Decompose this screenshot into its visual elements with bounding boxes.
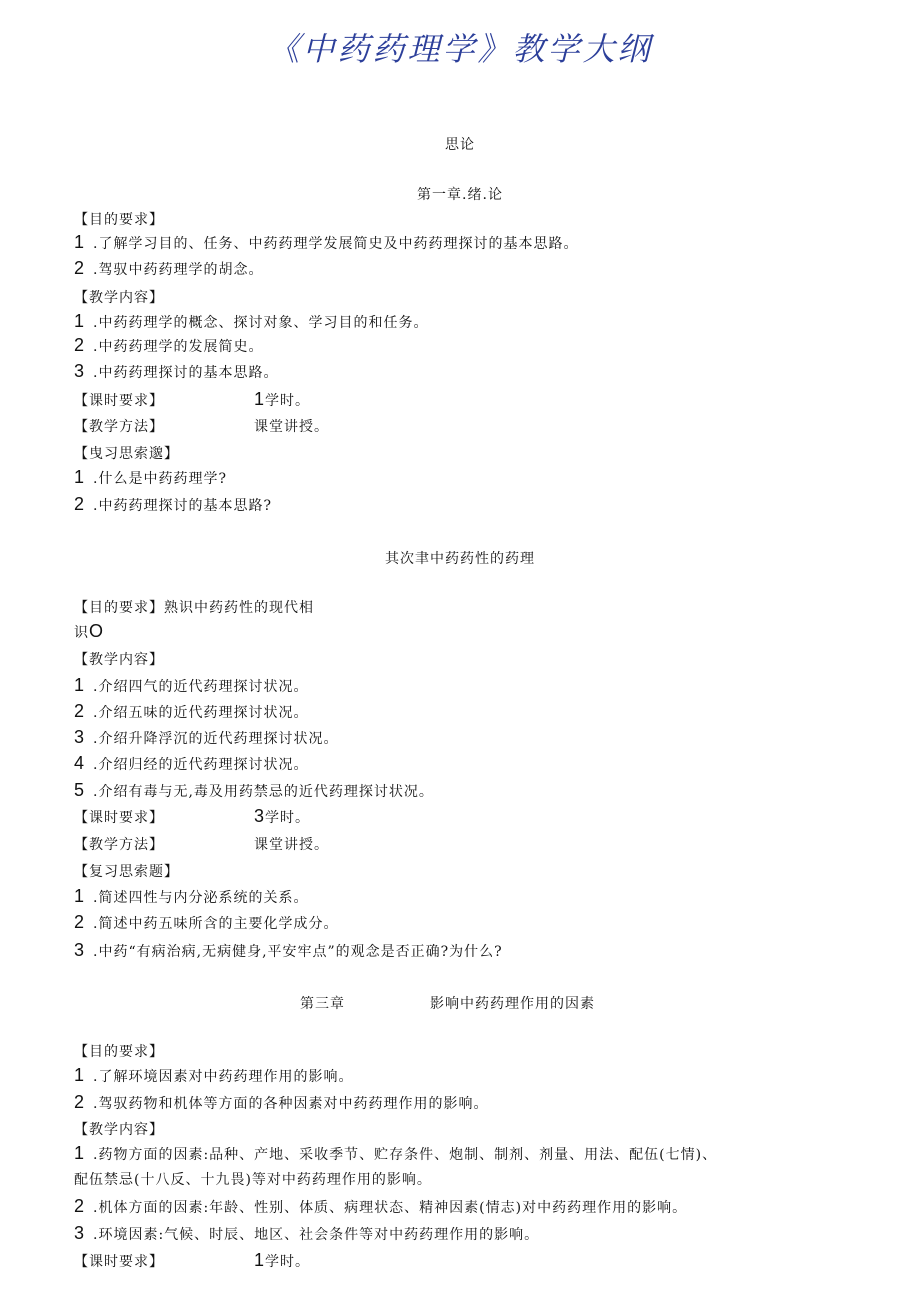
ch1-review-item: 1 .什么是中药药理学? bbox=[74, 467, 227, 487]
overview-heading: 思论 bbox=[445, 137, 475, 153]
document-title: 《中药药理学》教学大纲 bbox=[267, 30, 653, 68]
ch2-aim-line: 【目的要求】熟识中药药性的现代相 bbox=[74, 600, 314, 616]
ch1-content-item: 3 .中药药理探讨的基本思路。 bbox=[74, 361, 279, 381]
ch2-method: 【教学方法】 课堂讲授。 bbox=[74, 837, 329, 853]
ch2-content-item: 5 .介绍有毒与无,毒及用药禁忌的近代药理探讨状况。 bbox=[74, 780, 434, 800]
ch3-content-label: 【教学内容】 bbox=[74, 1122, 164, 1138]
ch2-hours: 【课时要求】 3学时。 bbox=[74, 806, 311, 826]
ch2-review-item: 2 .简述中药五味所含的主要化学成分。 bbox=[74, 912, 339, 932]
ch3-content-item-continued: 配伍禁忌(十八反、十九畏)等对中药药理作用的影响。 bbox=[74, 1172, 432, 1188]
ch3-aim-label: 【目的要求】 bbox=[74, 1044, 164, 1060]
ch1-aim-item: 2 .驾驭中药药理学的胡念。 bbox=[74, 258, 264, 278]
ch1-hours: 【课时要求】 1学时。 bbox=[74, 389, 311, 409]
ch1-aim-label: 【目的要求】 bbox=[74, 212, 164, 228]
ch3-aim-item: 2 .驾驭药物和机体等方面的各种因素对中药药理作用的影响。 bbox=[74, 1092, 489, 1112]
ch1-content-item: 2 .中药药理学的发展简史。 bbox=[74, 335, 264, 355]
chapter-2-heading: 其次聿中药药性的药理 bbox=[385, 551, 535, 567]
ch3-content-item: 2 .机体方面的因素:年龄、性别、体质、病理状态、精神因素(情志)对中药药理作用的影响。 bbox=[74, 1196, 688, 1216]
ch1-content-item: 1 .中药药理学的概念、探讨对象、学习目的和任务。 bbox=[74, 311, 429, 331]
ch2-content-item: 2 .介绍五味的近代药理探讨状况。 bbox=[74, 701, 309, 721]
ch1-method: 【教学方法】 课堂讲授。 bbox=[74, 419, 329, 435]
ch2-review-item: 1 .简述四性与内分泌系统的关系。 bbox=[74, 886, 309, 906]
ch1-content-label: 【教学内容】 bbox=[74, 290, 164, 306]
ch2-review-item: 3 .中药“有病治病,无病健身,平安牢点”的观念是否正确?为什么? bbox=[74, 940, 503, 960]
ch2-content-label: 【教学内容】 bbox=[74, 652, 164, 668]
ch1-review-item: 2 .中药药理探讨的基本思路? bbox=[74, 494, 272, 514]
chapter-1-heading: 第一章.绪.论 bbox=[417, 187, 503, 203]
ch2-content-item: 1 .介绍四气的近代药理探讨状况。 bbox=[74, 675, 309, 695]
ch2-content-item: 3 .介绍升降浮沉的近代药理探讨状况。 bbox=[74, 727, 339, 747]
ch1-review-label: 【曳习思索邈】 bbox=[74, 446, 179, 462]
chapter-3-title: 影响中药药理作用的因素 bbox=[430, 996, 595, 1012]
ch3-content-item: 3 .环境因素:气候、时辰、地区、社会条件等对中药药理作用的影响。 bbox=[74, 1223, 540, 1243]
ch3-hours: 【课时要求】 1学时。 bbox=[74, 1250, 311, 1270]
ch2-review-label: 【复习思索题】 bbox=[74, 864, 179, 880]
ch3-aim-item: 1 .了解环境因素对中药药理作用的影响。 bbox=[74, 1065, 354, 1085]
ch2-content-item: 4 .介绍归经的近代药理探讨状况。 bbox=[74, 753, 309, 773]
ch1-aim-item: 1 .了解学习目的、任务、中药药理学发展简史及中药药理探讨的基本思路。 bbox=[74, 232, 579, 252]
ch2-aim-line: 识O bbox=[74, 621, 105, 641]
chapter-3-number: 第三章 bbox=[300, 996, 345, 1012]
ch3-content-item: 1 .药物方面的因素:品种、产地、采收季节、贮存条件、炮制、制剂、剂量、用法、配伍(七情)、 bbox=[74, 1143, 718, 1163]
